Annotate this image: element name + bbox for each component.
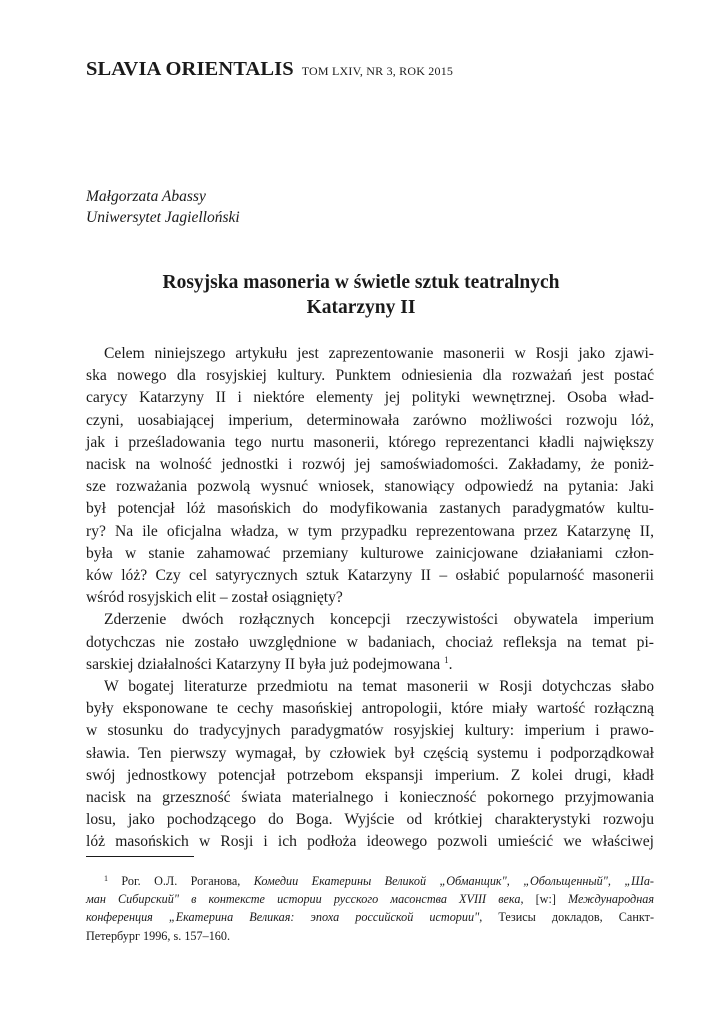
body-line: były eksponowane te cechy masońskiej antropologii, które miały wartość rozłączną [86,700,654,718]
title-line: Katarzyny II [306,297,416,318]
footnotes [86,872,654,945]
body-line-with-ref [86,654,654,676]
journal-title: SLAVIA ORIENTALIS [86,58,294,80]
footnote-italic-text: Международная [568,892,655,907]
body-line: była w stanie zahamować przemiany kulturowe zainicjowane działaniami człon- [86,544,654,562]
body-line: Zderzenie dwóch rozłącznych koncepcji rzeczywistości obywatela imperium [104,611,654,629]
author-name: Małgorzata Abassy [86,188,206,205]
author-block [86,186,240,228]
body-line: W bogatej literaturze przedmiotu na temat masonerii w Rosji dotychczas słabo [104,678,654,696]
body-line: był potencjał lóż masońskich do modyfikowania zastanych paradygmatów kultu- [86,500,654,518]
body-line: losu, jako pochodzącego do Boga. Wyjście od krótkiej charakterystyki rozwoju [86,811,654,829]
footnote-text: , [w:] [520,892,569,907]
footnote-line: Петербург 1996, s. 157–160. [86,928,231,943]
footnote-line [86,908,654,926]
footnote-line [86,872,654,890]
journal-issue: TOM LXIV, NR 3, ROK 2015 [301,64,454,78]
body-line: swój jednostkowy potencjał potrzebom ekspansji imperium. Z kolei drugi, kładł [86,766,654,784]
body-line: nacisk na grzeszność świata materialnego i konieczność pokornego przyjmowania [86,789,654,807]
author-affiliation: Uniwersytet Jagielloński [86,209,240,226]
body-line: Celem niniejszego artykułu jest zaprezentowanie masonerii w Rosji jako zjawi- [104,345,654,362]
article-body [86,343,654,854]
title-line: Rosyjska masoneria w świetle sztuk teatralnych [162,272,560,293]
body-line: ska nowego dla rosyjskiej kultury. Punktem odniesienia dla rozważań jest postać [86,367,654,385]
footnote-text: Рог. О.Л. Роганова, [121,874,254,888]
body-line: sławia. Ten pierwszy wymagał, by człowiek był częścią systemu i podporządkował [86,744,654,762]
article-title [86,270,636,320]
body-line: czyni, uosabiającej imperium, determinowała zarówno możliwości rozwoju lóż, [86,411,654,429]
body-line: ków lóż? Czy cel satyrycznych sztuk Katarzyny II – osłabić popularność masonerii [86,567,654,585]
footnote-reference[interactable]: 1 [444,654,449,665]
body-line: jak i prześladowania tego nurtu masonerii, którego reprezentanci kładli największy [86,433,654,451]
body-line: ry? Na ile oficjalna władza, w tym przypadku reprezentowana przez Katarzynę II, [86,522,654,540]
body-text: . [448,655,453,673]
body-line: lóż masońskich w Rosji i ich podłoża ideowego pozwoli umieścić we właściwej [86,833,654,851]
body-line: sze rozważania pozwolą wysnuć wniosek, stanowiący odpowiedź na pytania: Jaki [86,478,654,496]
body-line: w stosunku do tradycyjnych paradygmatów rosyjskiej kultury: imperium i prawo- [86,722,654,740]
footnote-italic-text: Комедии Екатерины Великой „Обманщик", „Обольщенный", „Ша- [253,874,654,888]
body-line: dotychczas nie zostało uwzględnione w badaniach, chociaż refleksja na temat pi- [86,633,654,651]
running-header [86,58,646,81]
body-line: carycy Katarzyny II i niektóre elementy jej polityki wewnętrznej. Osoba wład- [86,389,654,407]
footnote-italic-text: конференция „Екатерина Великая: эпоха российской истории" [86,910,480,925]
body-line: wśród rosyjskich elit – został osiągnięty? [86,589,343,607]
footnote-italic-text: ман Сибирский" в контексте истории русского масонства XVIII века [86,892,521,907]
footnote-mark: 1 [104,874,108,883]
body-line: nacisk na wolność jednostki i rozwój jej samoświadomości. Zakładamy, że poniż- [86,456,654,474]
footnote-line [86,890,654,908]
body-text: sarskiej działalności Katarzyny II była już podejmowana [86,655,441,673]
footnote-text: , Тезисы докладов, Санкт- [479,910,655,925]
footnote-divider [86,856,194,857]
